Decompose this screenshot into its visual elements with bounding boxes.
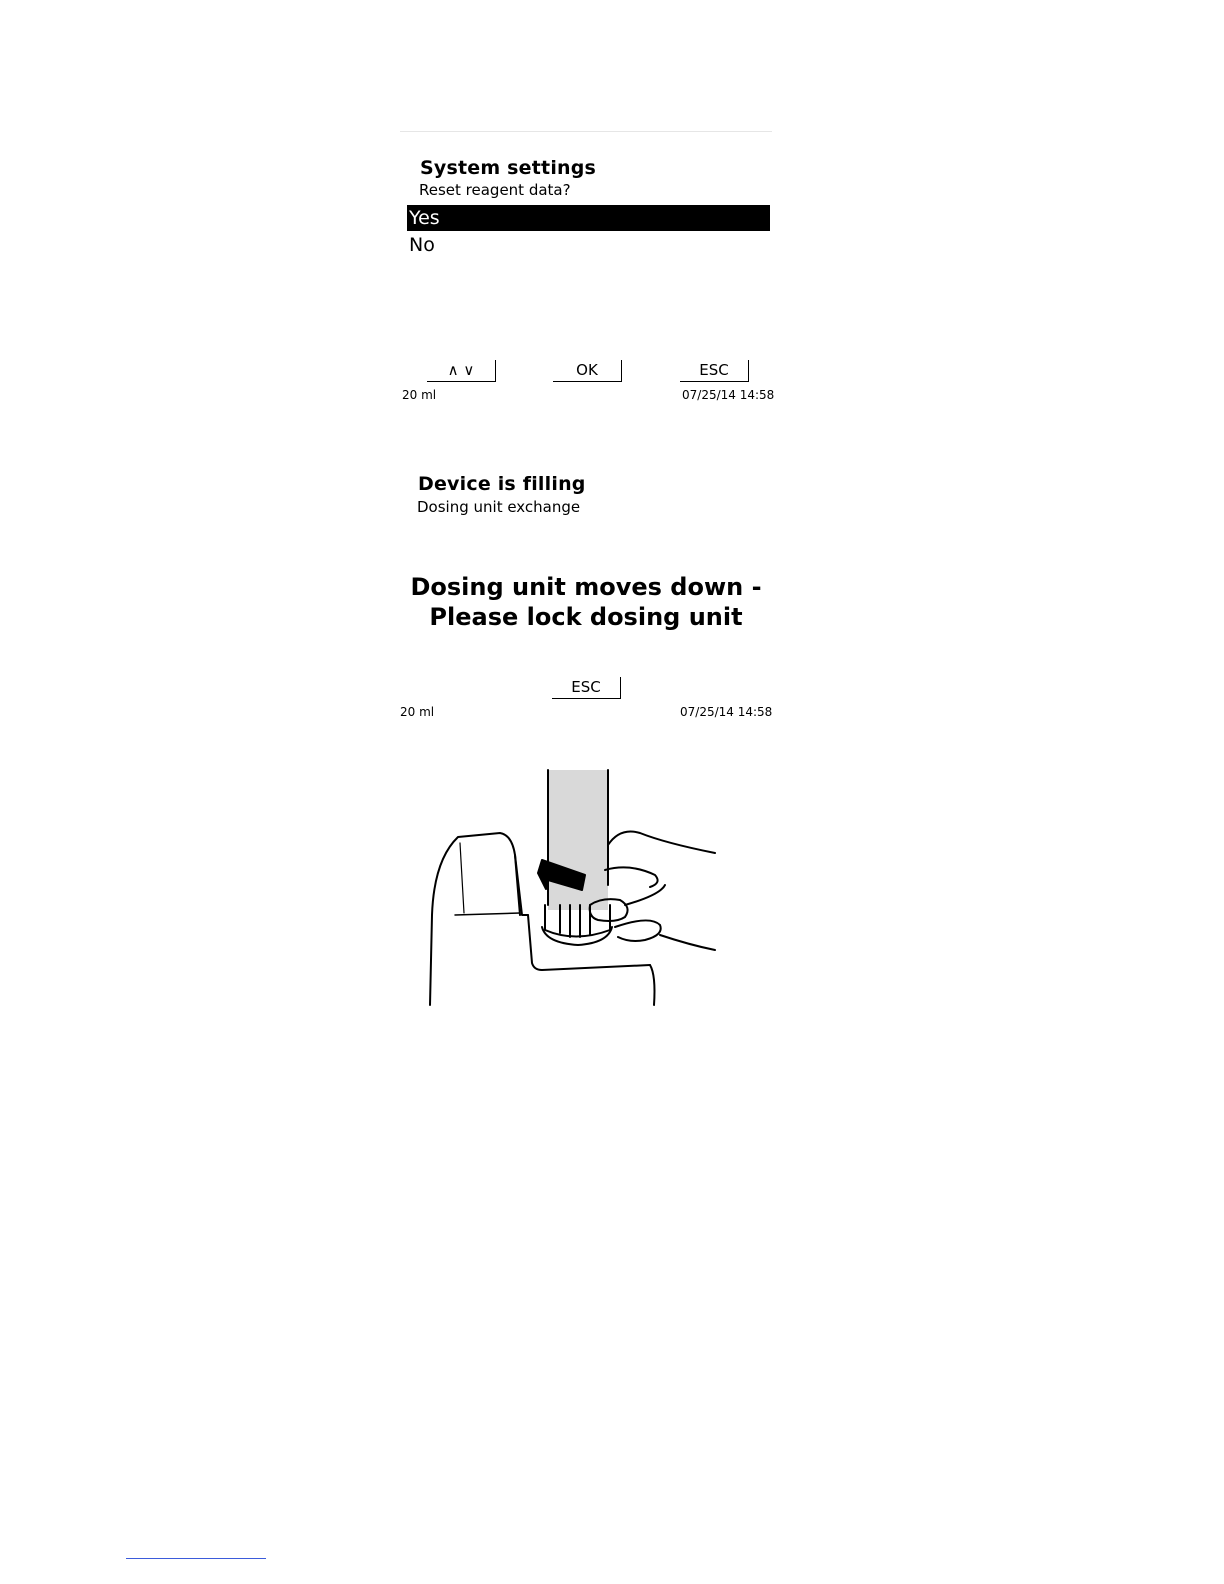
- screen-title: Device is filling: [418, 473, 586, 495]
- dosing-unit-lock-illustration: [420, 765, 720, 1010]
- screen-subtitle: Reset reagent data?: [419, 181, 571, 199]
- message-line-1: Dosing unit moves down -: [410, 573, 762, 601]
- ok-button[interactable]: OK: [553, 360, 622, 382]
- datetime-status: 07/25/14 14:58: [680, 705, 773, 719]
- esc-button[interactable]: ESC: [552, 677, 621, 699]
- nav-up-down-button[interactable]: ∧ ∨: [427, 360, 496, 382]
- volume-status: 20 ml: [402, 388, 437, 402]
- volume-status: 20 ml: [400, 705, 435, 719]
- datetime-status: 07/25/14 14:58: [682, 388, 775, 402]
- screen-subtitle: Dosing unit exchange: [417, 498, 581, 516]
- esc-button[interactable]: ESC: [680, 360, 749, 382]
- screen-title: System settings: [420, 157, 597, 179]
- footnote-rule: [126, 1558, 266, 1559]
- message-line-2: Please lock dosing unit: [429, 603, 743, 631]
- top-divider: [400, 131, 772, 132]
- option-yes[interactable]: Yes: [407, 205, 770, 231]
- option-no[interactable]: No: [409, 234, 435, 256]
